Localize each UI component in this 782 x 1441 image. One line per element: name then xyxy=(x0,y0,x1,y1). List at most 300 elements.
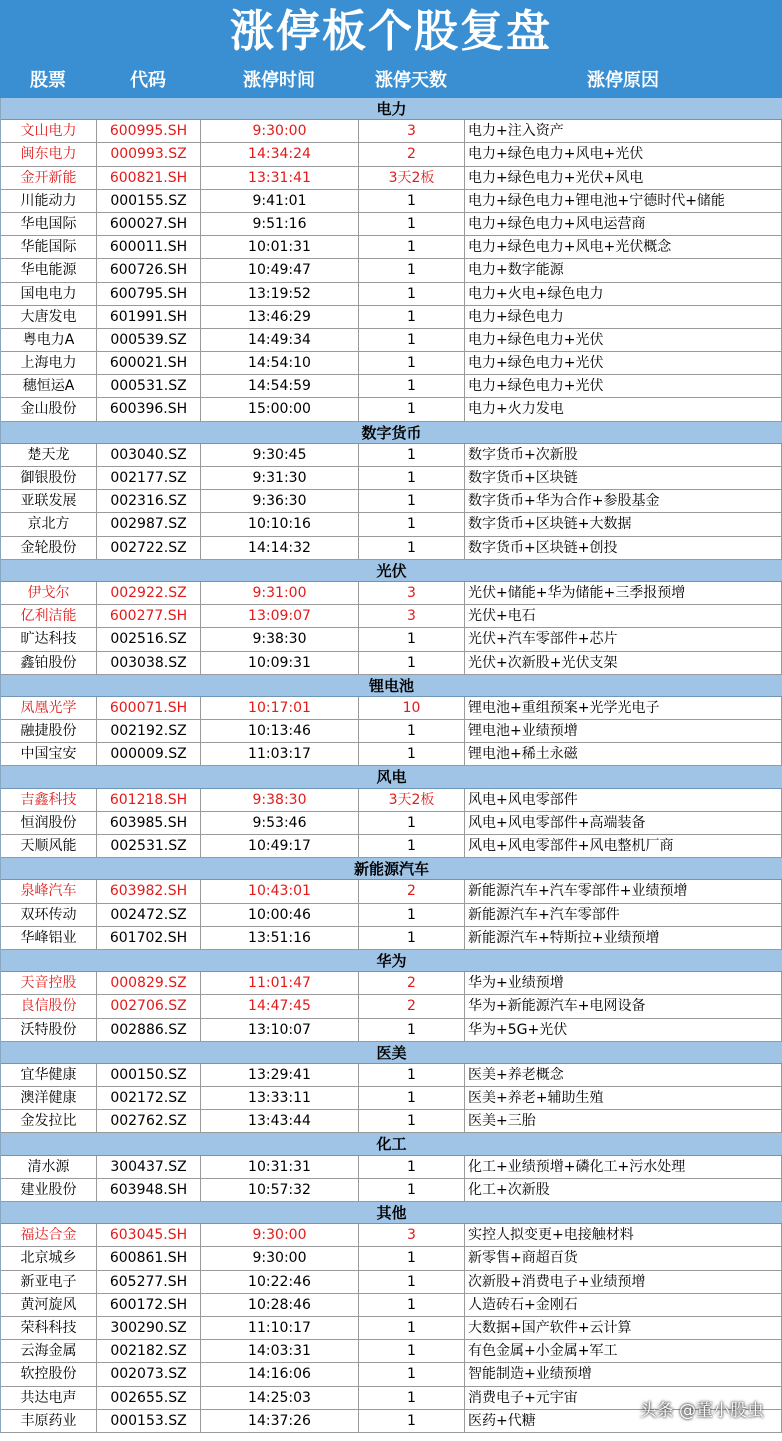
table-row xyxy=(1,236,782,259)
limit-reason: 智能制造+业绩预增 xyxy=(465,1363,782,1385)
section-header: 风电 xyxy=(1,766,782,788)
limit-reason: 电力+绿色电力+光伏+风电 xyxy=(465,167,782,189)
table-row xyxy=(1,167,782,190)
limit-reason: 新能源汽车+特斯拉+业绩预增 xyxy=(465,927,782,949)
limit-reason: 医药+代糖 xyxy=(465,1410,782,1432)
table-row xyxy=(1,652,782,675)
limit-days: 3 xyxy=(359,582,465,604)
limit-days: 1 xyxy=(359,259,465,281)
limit-days: 1 xyxy=(359,1179,465,1201)
limit-days: 1 xyxy=(359,1363,465,1385)
limit-reason: 电力+绿色电力+锂电池+宁德时代+储能 xyxy=(465,190,782,212)
stock-code: 002182.SZ xyxy=(97,1340,201,1362)
limit-time: 9:38:30 xyxy=(201,628,359,650)
stock-name: 上海电力 xyxy=(1,352,97,374)
watermark: 头条 @董小股虫 xyxy=(639,1401,764,1421)
stock-name: 伊戈尔 xyxy=(1,582,97,604)
limit-time: 14:54:10 xyxy=(201,352,359,374)
limit-days: 1 xyxy=(359,467,465,489)
table-row xyxy=(1,904,782,927)
limit-days: 1 xyxy=(359,835,465,857)
limit-days: 1 xyxy=(359,904,465,926)
table-row xyxy=(1,306,782,329)
stock-name: 融捷股份 xyxy=(1,720,97,742)
table-row xyxy=(1,120,782,143)
limit-time: 10:28:46 xyxy=(201,1294,359,1316)
table-row xyxy=(1,927,782,950)
stock-name: 鑫铂股份 xyxy=(1,652,97,674)
stock-name: 金发拉比 xyxy=(1,1110,97,1132)
stock-name: 天音控股 xyxy=(1,972,97,994)
table-row xyxy=(1,743,782,766)
limit-reason: 次新股+消费电子+业绩预增 xyxy=(465,1271,782,1293)
table-row xyxy=(1,697,782,720)
stock-code: 603982.SH xyxy=(97,880,201,902)
limit-reason: 数字货币+华为合作+参股基金 xyxy=(465,490,782,512)
table-row xyxy=(1,1340,782,1363)
limit-days: 1 xyxy=(359,1410,465,1432)
limit-time: 11:01:47 xyxy=(201,972,359,994)
limit-days: 1 xyxy=(359,1317,465,1339)
stock-code: 002655.SZ xyxy=(97,1387,201,1409)
limit-days: 1 xyxy=(359,1019,465,1041)
limit-days: 1 xyxy=(359,1110,465,1132)
stock-name: 荣科科技 xyxy=(1,1317,97,1339)
limit-days: 1 xyxy=(359,513,465,535)
header-limit-days: 涨停天数 xyxy=(375,70,447,91)
limit-time: 9:30:00 xyxy=(201,1247,359,1269)
table-row xyxy=(1,1363,782,1386)
limit-days: 2 xyxy=(359,972,465,994)
stock-code: 600027.SH xyxy=(97,213,201,235)
limit-reason: 光伏+储能+华为储能+三季报预增 xyxy=(465,582,782,604)
limit-time: 13:19:52 xyxy=(201,283,359,305)
limit-time: 10:22:46 xyxy=(201,1271,359,1293)
limit-days: 1 xyxy=(359,1247,465,1269)
limit-time: 10:17:01 xyxy=(201,697,359,719)
stock-code: 600861.SH xyxy=(97,1247,201,1269)
stock-name: 共达电声 xyxy=(1,1387,97,1409)
limit-time: 13:10:07 xyxy=(201,1019,359,1041)
limit-time: 9:30:45 xyxy=(201,444,359,466)
stock-name: 建业股份 xyxy=(1,1179,97,1201)
limit-days: 1 xyxy=(359,283,465,305)
table-row xyxy=(1,835,782,858)
limit-time: 14:25:03 xyxy=(201,1387,359,1409)
stock-name: 恒润股份 xyxy=(1,812,97,834)
stock-code: 002922.SZ xyxy=(97,582,201,604)
stock-name: 金山股份 xyxy=(1,398,97,420)
limit-reason: 医美+三胎 xyxy=(465,1110,782,1132)
limit-time: 10:57:32 xyxy=(201,1179,359,1201)
limit-days: 3 xyxy=(359,120,465,142)
stock-table xyxy=(0,98,782,1433)
table-row xyxy=(1,1179,782,1202)
table-row xyxy=(1,398,782,421)
stock-code: 002762.SZ xyxy=(97,1110,201,1132)
section-header: 锂电池 xyxy=(1,675,782,697)
limit-reason: 消费电子+元宇宙 xyxy=(465,1387,782,1409)
stock-code: 603045.SH xyxy=(97,1224,201,1246)
limit-reason: 化工+次新股 xyxy=(465,1179,782,1201)
limit-time: 10:13:46 xyxy=(201,720,359,742)
table-row xyxy=(1,812,782,835)
stock-name: 良信股份 xyxy=(1,995,97,1017)
limit-days: 2 xyxy=(359,143,465,165)
stock-code: 000531.SZ xyxy=(97,375,201,397)
limit-time: 14:03:31 xyxy=(201,1340,359,1362)
limit-days: 1 xyxy=(359,306,465,328)
limit-time: 10:49:47 xyxy=(201,259,359,281)
limit-reason: 电力+火力发电 xyxy=(465,398,782,420)
stock-name: 吉鑫科技 xyxy=(1,789,97,811)
limit-reason: 电力+数字能源 xyxy=(465,259,782,281)
stock-name: 大唐发电 xyxy=(1,306,97,328)
table-row xyxy=(1,490,782,513)
stock-code: 600011.SH xyxy=(97,236,201,258)
limit-days: 3天2板 xyxy=(359,167,465,189)
stock-name: 华电能源 xyxy=(1,259,97,281)
limit-time: 14:37:26 xyxy=(201,1410,359,1432)
table-row xyxy=(1,720,782,743)
limit-reason: 电力+绿色电力+光伏 xyxy=(465,352,782,374)
table-row xyxy=(1,628,782,651)
stock-name: 澳洋健康 xyxy=(1,1087,97,1109)
limit-time: 10:09:31 xyxy=(201,652,359,674)
limit-reason: 数字货币+区块链 xyxy=(465,467,782,489)
section-header: 电力 xyxy=(1,98,782,120)
table-row xyxy=(1,352,782,375)
stock-code: 600396.SH xyxy=(97,398,201,420)
limit-reason: 数字货币+次新股 xyxy=(465,444,782,466)
section-header: 医美 xyxy=(1,1042,782,1064)
limit-time: 14:16:06 xyxy=(201,1363,359,1385)
stock-name: 亚联发展 xyxy=(1,490,97,512)
limit-days: 3天2板 xyxy=(359,789,465,811)
stock-code: 300437.SZ xyxy=(97,1156,201,1178)
stock-code: 002192.SZ xyxy=(97,720,201,742)
stock-code: 003038.SZ xyxy=(97,652,201,674)
section-header: 光伏 xyxy=(1,560,782,582)
stock-name: 穗恒运A xyxy=(1,375,97,397)
limit-time: 11:10:17 xyxy=(201,1317,359,1339)
limit-reason: 新能源汽车+汽车零部件 xyxy=(465,904,782,926)
limit-reason: 风电+风电零部件+高端装备 xyxy=(465,812,782,834)
limit-days: 1 xyxy=(359,213,465,235)
limit-days: 1 xyxy=(359,490,465,512)
limit-time: 9:51:16 xyxy=(201,213,359,235)
stock-code: 000539.SZ xyxy=(97,329,201,351)
stock-name: 文山电力 xyxy=(1,120,97,142)
stock-name: 泉峰汽车 xyxy=(1,880,97,902)
stock-name: 丰原药业 xyxy=(1,1410,97,1432)
table-row xyxy=(1,213,782,236)
section-header: 新能源汽车 xyxy=(1,858,782,880)
limit-days: 1 xyxy=(359,352,465,374)
limit-reason: 电力+绿色电力+光伏 xyxy=(465,329,782,351)
stock-code: 000993.SZ xyxy=(97,143,201,165)
limit-time: 10:01:31 xyxy=(201,236,359,258)
page-title: 涨停板个股复盘 xyxy=(0,0,782,64)
stock-code: 002172.SZ xyxy=(97,1087,201,1109)
section-header: 华为 xyxy=(1,950,782,972)
stock-name: 中国宝安 xyxy=(1,743,97,765)
limit-days: 1 xyxy=(359,1340,465,1362)
stock-name: 旷达科技 xyxy=(1,628,97,650)
limit-days: 1 xyxy=(359,1087,465,1109)
limit-reason: 新能源汽车+汽车零部件+业绩预增 xyxy=(465,880,782,902)
stock-code: 002722.SZ xyxy=(97,537,201,559)
stock-code: 601218.SH xyxy=(97,789,201,811)
limit-time: 9:36:30 xyxy=(201,490,359,512)
limit-time: 13:51:16 xyxy=(201,927,359,949)
limit-days: 1 xyxy=(359,1064,465,1086)
stock-code: 000150.SZ xyxy=(97,1064,201,1086)
table-header xyxy=(0,64,782,98)
table-row xyxy=(1,972,782,995)
stock-name: 天顺风能 xyxy=(1,835,97,857)
table-row xyxy=(1,190,782,213)
limit-days: 1 xyxy=(359,537,465,559)
limit-reason: 锂电池+稀土永磁 xyxy=(465,743,782,765)
stock-code: 000155.SZ xyxy=(97,190,201,212)
limit-time: 9:41:01 xyxy=(201,190,359,212)
limit-reason: 大数据+国产软件+云计算 xyxy=(465,1317,782,1339)
limit-days: 1 xyxy=(359,190,465,212)
limit-time: 14:54:59 xyxy=(201,375,359,397)
stock-code: 605277.SH xyxy=(97,1271,201,1293)
limit-days: 1 xyxy=(359,1294,465,1316)
limit-time: 14:14:32 xyxy=(201,537,359,559)
table-row xyxy=(1,467,782,490)
stock-name: 黄河旋风 xyxy=(1,1294,97,1316)
table-row xyxy=(1,1317,782,1340)
stock-code: 600172.SH xyxy=(97,1294,201,1316)
table-row xyxy=(1,1156,782,1179)
table-row xyxy=(1,329,782,352)
limit-reason: 电力+火电+绿色电力 xyxy=(465,283,782,305)
stock-code: 002531.SZ xyxy=(97,835,201,857)
table-row xyxy=(1,995,782,1018)
limit-time: 10:31:31 xyxy=(201,1156,359,1178)
stock-name: 国电电力 xyxy=(1,283,97,305)
stock-name: 金轮股份 xyxy=(1,537,97,559)
limit-time: 9:30:00 xyxy=(201,120,359,142)
stock-name: 亿利洁能 xyxy=(1,605,97,627)
limit-days: 3 xyxy=(359,1224,465,1246)
limit-time: 9:53:46 xyxy=(201,812,359,834)
limit-days: 1 xyxy=(359,329,465,351)
limit-days: 2 xyxy=(359,995,465,1017)
stock-name: 川能动力 xyxy=(1,190,97,212)
table-row xyxy=(1,143,782,166)
stock-name: 闽东电力 xyxy=(1,143,97,165)
stock-code: 003040.SZ xyxy=(97,444,201,466)
limit-time: 10:00:46 xyxy=(201,904,359,926)
table-row xyxy=(1,605,782,628)
limit-reason: 风电+风电零部件 xyxy=(465,789,782,811)
limit-time: 11:03:17 xyxy=(201,743,359,765)
stock-code: 000153.SZ xyxy=(97,1410,201,1432)
limit-time: 13:29:41 xyxy=(201,1064,359,1086)
stock-name: 福达合金 xyxy=(1,1224,97,1246)
limit-reason: 电力+绿色电力+风电运营商 xyxy=(465,213,782,235)
section-header: 数字货币 xyxy=(1,422,782,444)
limit-days: 3 xyxy=(359,605,465,627)
table-row xyxy=(1,1019,782,1042)
stock-name: 凤凰光学 xyxy=(1,697,97,719)
header-stock: 股票 xyxy=(30,70,66,91)
limit-reason: 华为+5G+光伏 xyxy=(465,1019,782,1041)
limit-reason: 人造砖石+金刚石 xyxy=(465,1294,782,1316)
limit-reason: 电力+绿色电力 xyxy=(465,306,782,328)
stock-code: 600021.SH xyxy=(97,352,201,374)
limit-reason: 电力+绿色电力+风电+光伏 xyxy=(465,143,782,165)
limit-reason: 光伏+汽车零部件+芯片 xyxy=(465,628,782,650)
table-row xyxy=(1,1271,782,1294)
section-header: 其他 xyxy=(1,1202,782,1224)
stock-code: 603948.SH xyxy=(97,1179,201,1201)
limit-reason: 实控人拟变更+电接触材料 xyxy=(465,1224,782,1246)
stock-name: 粤电力A xyxy=(1,329,97,351)
stock-name: 华峰铝业 xyxy=(1,927,97,949)
limit-reason: 光伏+电石 xyxy=(465,605,782,627)
limit-days: 1 xyxy=(359,628,465,650)
limit-time: 9:31:00 xyxy=(201,582,359,604)
limit-days: 1 xyxy=(359,652,465,674)
limit-reason: 光伏+次新股+光伏支架 xyxy=(465,652,782,674)
stock-name: 京北方 xyxy=(1,513,97,535)
limit-time: 13:43:44 xyxy=(201,1110,359,1132)
stock-name: 新亚电子 xyxy=(1,1271,97,1293)
stock-code: 600277.SH xyxy=(97,605,201,627)
table-row xyxy=(1,537,782,560)
stock-name: 清水源 xyxy=(1,1156,97,1178)
stock-code: 002706.SZ xyxy=(97,995,201,1017)
limit-days: 1 xyxy=(359,375,465,397)
limit-days: 1 xyxy=(359,743,465,765)
limit-time: 14:47:45 xyxy=(201,995,359,1017)
stock-code: 000009.SZ xyxy=(97,743,201,765)
table-row xyxy=(1,1110,782,1133)
limit-days: 1 xyxy=(359,927,465,949)
limit-reason: 锂电池+重组预案+光学光电子 xyxy=(465,697,782,719)
limit-reason: 锂电池+业绩预增 xyxy=(465,720,782,742)
stock-code: 300290.SZ xyxy=(97,1317,201,1339)
limit-reason: 有色金属+小金属+军工 xyxy=(465,1340,782,1362)
table-row xyxy=(1,582,782,605)
limit-days: 1 xyxy=(359,812,465,834)
limit-reason: 风电+风电零部件+风电整机厂商 xyxy=(465,835,782,857)
limit-reason: 医美+养老概念 xyxy=(465,1064,782,1086)
table-row xyxy=(1,1087,782,1110)
stock-name: 宜华健康 xyxy=(1,1064,97,1086)
limit-reason: 化工+业绩预增+磷化工+污水处理 xyxy=(465,1156,782,1178)
header-code: 代码 xyxy=(130,70,166,91)
table-row xyxy=(1,444,782,467)
limit-reason: 医美+养老+辅助生殖 xyxy=(465,1087,782,1109)
limit-time: 10:43:01 xyxy=(201,880,359,902)
stock-code: 002073.SZ xyxy=(97,1363,201,1385)
stock-name: 软控股份 xyxy=(1,1363,97,1385)
limit-time: 9:30:00 xyxy=(201,1224,359,1246)
stock-name: 金开新能 xyxy=(1,167,97,189)
limit-reason: 华为+业绩预增 xyxy=(465,972,782,994)
stock-name: 御银股份 xyxy=(1,467,97,489)
limit-time: 14:34:24 xyxy=(201,143,359,165)
stock-name: 北京城乡 xyxy=(1,1247,97,1269)
limit-days: 1 xyxy=(359,1387,465,1409)
stock-name: 华能国际 xyxy=(1,236,97,258)
stock-code: 601991.SH xyxy=(97,306,201,328)
stock-code: 002987.SZ xyxy=(97,513,201,535)
stock-code: 600071.SH xyxy=(97,697,201,719)
table-row xyxy=(1,1064,782,1087)
stock-name: 双环传动 xyxy=(1,904,97,926)
limit-days: 1 xyxy=(359,1156,465,1178)
stock-code: 000829.SZ xyxy=(97,972,201,994)
limit-reason: 华为+新能源汽车+电网设备 xyxy=(465,995,782,1017)
limit-time: 10:10:16 xyxy=(201,513,359,535)
header-reason: 涨停原因 xyxy=(587,70,659,91)
stock-code: 603985.SH xyxy=(97,812,201,834)
stock-code: 601702.SH xyxy=(97,927,201,949)
stock-code: 600726.SH xyxy=(97,259,201,281)
limit-days: 1 xyxy=(359,236,465,258)
limit-time: 9:31:30 xyxy=(201,467,359,489)
table-row xyxy=(1,789,782,812)
limit-time: 9:38:30 xyxy=(201,789,359,811)
limit-time: 13:46:29 xyxy=(201,306,359,328)
stock-code: 002886.SZ xyxy=(97,1019,201,1041)
header-limit-time: 涨停时间 xyxy=(243,70,315,91)
stock-code: 002316.SZ xyxy=(97,490,201,512)
limit-time: 13:33:11 xyxy=(201,1087,359,1109)
stock-name: 沃特股份 xyxy=(1,1019,97,1041)
table-row xyxy=(1,375,782,398)
stock-code: 002177.SZ xyxy=(97,467,201,489)
limit-time: 14:49:34 xyxy=(201,329,359,351)
table-row xyxy=(1,1224,782,1247)
limit-time: 13:09:07 xyxy=(201,605,359,627)
stock-code: 600821.SH xyxy=(97,167,201,189)
table-row xyxy=(1,880,782,903)
stock-name: 华电国际 xyxy=(1,213,97,235)
limit-days: 1 xyxy=(359,720,465,742)
table-row xyxy=(1,259,782,282)
table-row xyxy=(1,1294,782,1317)
stock-code: 002516.SZ xyxy=(97,628,201,650)
limit-reason: 电力+注入资产 xyxy=(465,120,782,142)
limit-days: 10 xyxy=(359,697,465,719)
limit-time: 15:00:00 xyxy=(201,398,359,420)
limit-reason: 新零售+商超百货 xyxy=(465,1247,782,1269)
limit-days: 2 xyxy=(359,880,465,902)
stock-name: 楚天龙 xyxy=(1,444,97,466)
limit-days: 1 xyxy=(359,1271,465,1293)
limit-time: 10:49:17 xyxy=(201,835,359,857)
table-row xyxy=(1,1247,782,1270)
limit-days: 1 xyxy=(359,398,465,420)
limit-reason: 数字货币+区块链+创投 xyxy=(465,537,782,559)
stock-code: 600995.SH xyxy=(97,120,201,142)
stock-code: 002472.SZ xyxy=(97,904,201,926)
stock-code: 600795.SH xyxy=(97,283,201,305)
table-row xyxy=(1,283,782,306)
limit-reason: 数字货币+区块链+大数据 xyxy=(465,513,782,535)
limit-days: 1 xyxy=(359,444,465,466)
section-header: 化工 xyxy=(1,1133,782,1155)
